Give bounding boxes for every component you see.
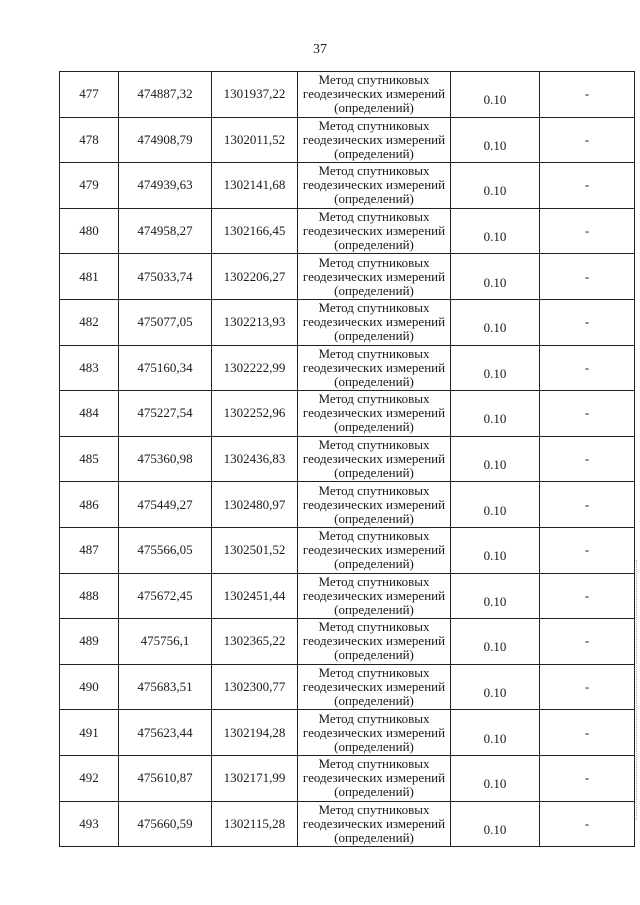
y-coordinate-cell: 1302166,45 <box>212 208 298 254</box>
point-number-cell: 487 <box>60 527 119 573</box>
method-line: Метод спутниковых <box>318 437 430 453</box>
y-coordinate-cell: 1302194,28 <box>212 710 298 756</box>
method-line: Метод спутниковых <box>318 710 430 726</box>
accuracy-cell: 0.10 <box>451 664 540 710</box>
scan-edge-specks <box>634 560 637 820</box>
y-coordinate-cell: 1302300,77 <box>212 664 298 710</box>
method-line: (определений) <box>334 601 414 617</box>
method-line: Метод спутниковых <box>318 391 430 407</box>
method-line: Метод спутниковых <box>318 573 430 589</box>
point-number-cell: 485 <box>60 436 119 482</box>
x-coordinate-cell: 475227,54 <box>119 391 212 437</box>
method-cell <box>298 573 451 619</box>
accuracy-cell: 0.10 <box>451 345 540 391</box>
method-cell <box>298 664 451 710</box>
y-coordinate-cell: 1302480,97 <box>212 482 298 528</box>
y-coordinate-cell: 1302171,99 <box>212 755 298 801</box>
method-line: Метод спутниковых <box>318 254 430 270</box>
x-coordinate-cell: 475566,05 <box>119 527 212 573</box>
table-row <box>60 117 635 163</box>
table-body <box>60 72 635 847</box>
table-row <box>60 345 635 391</box>
method-line: геодезических измерений <box>302 633 446 649</box>
dash-cell: - <box>540 117 635 163</box>
method-cell <box>298 208 451 254</box>
accuracy-cell: 0.10 <box>451 755 540 801</box>
method-line: (определений) <box>334 647 414 663</box>
point-number-cell: 481 <box>60 254 119 300</box>
dash-cell: - <box>540 801 635 847</box>
table-row <box>60 527 635 573</box>
method-cell <box>298 710 451 756</box>
accuracy-cell: 0.10 <box>451 710 540 756</box>
method-line: геодезических измерений <box>302 268 446 284</box>
method-cell <box>298 117 451 163</box>
method-line: (определений) <box>334 191 414 207</box>
accuracy-cell: 0.10 <box>451 299 540 345</box>
y-coordinate-cell: 1301937,22 <box>212 72 298 118</box>
x-coordinate-cell: 475623,44 <box>119 710 212 756</box>
method-line: (определений) <box>334 784 414 800</box>
method-line: Метод спутниковых <box>318 756 430 772</box>
method-cell <box>298 72 451 118</box>
method-cell <box>298 801 451 847</box>
table-row <box>60 710 635 756</box>
table-row <box>60 254 635 300</box>
x-coordinate-cell: 474958,27 <box>119 208 212 254</box>
point-number-cell: 493 <box>60 801 119 847</box>
x-coordinate-cell: 475610,87 <box>119 755 212 801</box>
y-coordinate-cell: 1302206,27 <box>212 254 298 300</box>
method-line: (определений) <box>334 693 414 709</box>
method-line: (определений) <box>334 556 414 572</box>
x-coordinate-cell: 474908,79 <box>119 117 212 163</box>
method-cell <box>298 345 451 391</box>
y-coordinate-cell: 1302115,28 <box>212 801 298 847</box>
x-coordinate-cell: 475672,45 <box>119 573 212 619</box>
method-line: (определений) <box>334 465 414 481</box>
accuracy-cell: 0.10 <box>451 482 540 528</box>
method-cell <box>298 527 451 573</box>
x-coordinate-cell: 474939,63 <box>119 163 212 209</box>
method-line: (определений) <box>334 145 414 161</box>
coordinates-table <box>59 71 635 847</box>
accuracy-cell: 0.10 <box>451 391 540 437</box>
dash-cell: - <box>540 72 635 118</box>
method-line: (определений) <box>334 510 414 526</box>
dash-cell: - <box>540 573 635 619</box>
method-line: геодезических измерений <box>302 223 446 239</box>
method-line: геодезических измерений <box>302 314 446 330</box>
accuracy-cell: 0.10 <box>451 801 540 847</box>
y-coordinate-cell: 1302451,44 <box>212 573 298 619</box>
method-line: Метод спутниковых <box>318 72 430 88</box>
y-coordinate-cell: 1302222,99 <box>212 345 298 391</box>
y-coordinate-cell: 1302141,68 <box>212 163 298 209</box>
method-line: Метод спутниковых <box>318 117 430 133</box>
table-row <box>60 436 635 482</box>
method-line: геодезических измерений <box>302 359 446 375</box>
accuracy-cell: 0.10 <box>451 117 540 163</box>
table-row <box>60 755 635 801</box>
point-number-cell: 492 <box>60 755 119 801</box>
table-row <box>60 299 635 345</box>
x-coordinate-cell: 475077,05 <box>119 299 212 345</box>
method-line: (определений) <box>334 237 414 253</box>
method-line: Метод спутниковых <box>318 665 430 681</box>
method-line: геодезических измерений <box>302 679 446 695</box>
x-coordinate-cell: 475360,98 <box>119 436 212 482</box>
table-row <box>60 391 635 437</box>
point-number-cell: 489 <box>60 619 119 665</box>
x-coordinate-cell: 475160,34 <box>119 345 212 391</box>
method-line: геодезических измерений <box>302 131 446 147</box>
method-cell <box>298 163 451 209</box>
method-line: геодезических измерений <box>302 542 446 558</box>
method-line: Метод спутниковых <box>318 163 430 179</box>
dash-cell: - <box>540 710 635 756</box>
method-line: Метод спутниковых <box>318 619 430 635</box>
method-line: (определений) <box>334 829 414 845</box>
method-line: геодезических измерений <box>302 86 446 102</box>
point-number-cell: 483 <box>60 345 119 391</box>
point-number-cell: 486 <box>60 482 119 528</box>
point-number-cell: 484 <box>60 391 119 437</box>
dash-cell: - <box>540 299 635 345</box>
point-number-cell: 482 <box>60 299 119 345</box>
method-line: (определений) <box>334 100 414 116</box>
x-coordinate-cell: 475756,1 <box>119 619 212 665</box>
accuracy-cell: 0.10 <box>451 573 540 619</box>
y-coordinate-cell: 1302501,52 <box>212 527 298 573</box>
x-coordinate-cell: 475660,59 <box>119 801 212 847</box>
point-number-cell: 479 <box>60 163 119 209</box>
y-coordinate-cell: 1302365,22 <box>212 619 298 665</box>
page-number: 37 <box>313 42 327 57</box>
point-number-cell: 477 <box>60 72 119 118</box>
dash-cell: - <box>540 254 635 300</box>
x-coordinate-cell: 474887,32 <box>119 72 212 118</box>
dash-cell: - <box>540 163 635 209</box>
table-row <box>60 664 635 710</box>
y-coordinate-cell: 1302436,83 <box>212 436 298 482</box>
method-line: геодезических измерений <box>302 496 446 512</box>
dash-cell: - <box>540 482 635 528</box>
method-line: геодезических измерений <box>302 724 446 740</box>
method-cell <box>298 254 451 300</box>
accuracy-cell: 0.10 <box>451 163 540 209</box>
method-cell <box>298 482 451 528</box>
accuracy-cell: 0.10 <box>451 619 540 665</box>
accuracy-cell: 0.10 <box>451 208 540 254</box>
table-row <box>60 208 635 254</box>
accuracy-cell: 0.10 <box>451 527 540 573</box>
method-line: (определений) <box>334 419 414 435</box>
table-row <box>60 801 635 847</box>
point-number-cell: 478 <box>60 117 119 163</box>
method-line: геодезических измерений <box>302 587 446 603</box>
method-line: геодезических измерений <box>302 770 446 786</box>
point-number-cell: 480 <box>60 208 119 254</box>
dash-cell: - <box>540 619 635 665</box>
dash-cell: - <box>540 208 635 254</box>
y-coordinate-cell: 1302011,52 <box>212 117 298 163</box>
point-number-cell: 488 <box>60 573 119 619</box>
method-line: (определений) <box>334 738 414 754</box>
x-coordinate-cell: 475033,74 <box>119 254 212 300</box>
method-line: (определений) <box>334 282 414 298</box>
method-line: (определений) <box>334 373 414 389</box>
point-number-cell: 490 <box>60 664 119 710</box>
dash-cell: - <box>540 527 635 573</box>
accuracy-cell: 0.10 <box>451 254 540 300</box>
dash-cell: - <box>540 391 635 437</box>
dash-cell: - <box>540 436 635 482</box>
table-row <box>60 573 635 619</box>
method-cell <box>298 391 451 437</box>
dash-cell: - <box>540 755 635 801</box>
table-row <box>60 619 635 665</box>
method-line: Метод спутниковых <box>318 209 430 225</box>
method-line: Метод спутниковых <box>318 482 430 498</box>
method-line: геодезических измерений <box>302 451 446 467</box>
method-line: Метод спутниковых <box>318 801 430 817</box>
method-line: геодезических измерений <box>302 177 446 193</box>
method-line: Метод спутниковых <box>318 300 430 316</box>
x-coordinate-cell: 475683,51 <box>119 664 212 710</box>
point-number-cell: 491 <box>60 710 119 756</box>
method-cell <box>298 755 451 801</box>
method-line: геодезических измерений <box>302 405 446 421</box>
method-cell <box>298 436 451 482</box>
accuracy-cell: 0.10 <box>451 436 540 482</box>
method-line: (определений) <box>334 328 414 344</box>
table-row <box>60 482 635 528</box>
table-row <box>60 72 635 118</box>
method-line: Метод спутниковых <box>318 528 430 544</box>
accuracy-cell: 0.10 <box>451 72 540 118</box>
method-cell <box>298 299 451 345</box>
method-cell <box>298 619 451 665</box>
y-coordinate-cell: 1302213,93 <box>212 299 298 345</box>
x-coordinate-cell: 475449,27 <box>119 482 212 528</box>
table-row <box>60 163 635 209</box>
method-line: Метод спутниковых <box>318 345 430 361</box>
method-line: геодезических измерений <box>302 815 446 831</box>
dash-cell: - <box>540 664 635 710</box>
y-coordinate-cell: 1302252,96 <box>212 391 298 437</box>
dash-cell: - <box>540 345 635 391</box>
